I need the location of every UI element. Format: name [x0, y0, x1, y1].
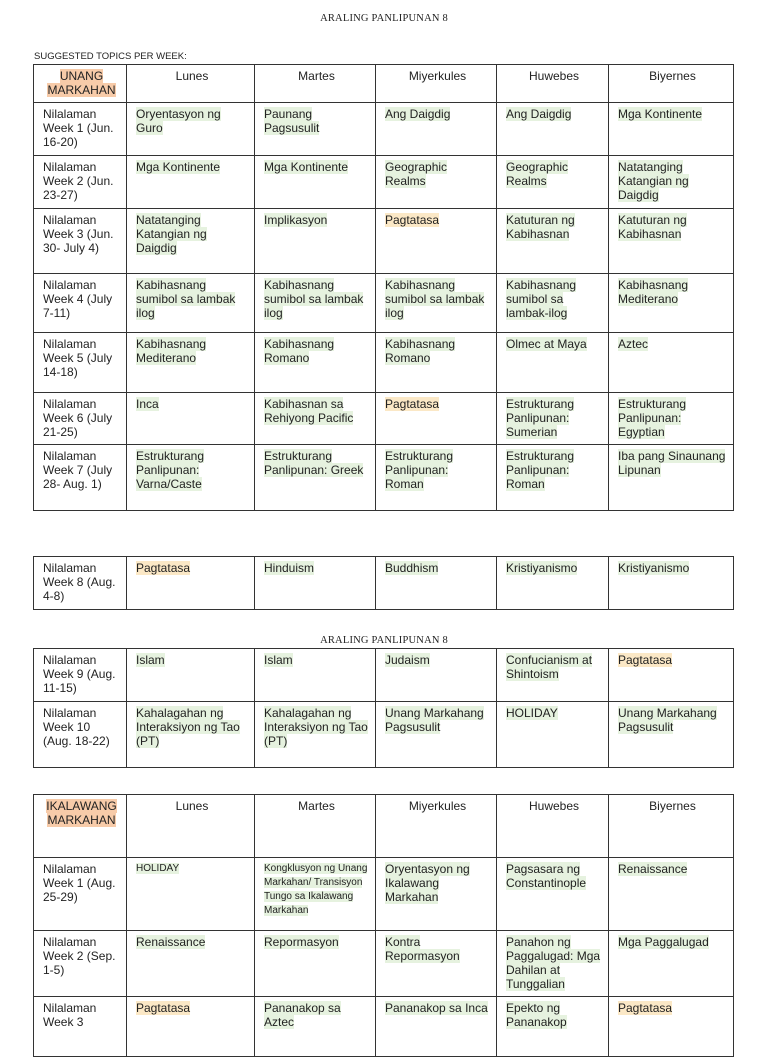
table-row: [34, 333, 734, 393]
topic-cell: Kahalagahan ng Interaksiyon ng Tao (PT): [255, 702, 376, 768]
topic-cell: Mga Kontinente: [127, 156, 255, 209]
topic-cell: Repormasyon: [255, 931, 376, 997]
week-label: Nilalaman Week 6 (July 21-25): [34, 393, 127, 445]
week-label: Nilalaman Week 7 (July 28- Aug. 1): [34, 445, 127, 511]
topic-cell: Implikasyon: [255, 209, 376, 274]
topic-cell: Kabihasnang Romano: [376, 333, 497, 393]
topic-cell: Kristiyanismo: [609, 557, 734, 610]
topic-cell: HOLIDAY: [127, 858, 255, 931]
assessment-cell: Pagtatasa: [376, 209, 497, 274]
topic-cell: Geographic Realms: [376, 156, 497, 209]
day-header: Lunes: [127, 795, 255, 858]
week-label: Nilalaman Week 8 (Aug. 4-8): [34, 557, 127, 610]
topic-cell: Judaism: [376, 649, 497, 702]
topic-cell: Inca: [127, 393, 255, 445]
topic-cell: Iba pang Sinaunang Lipunan: [609, 445, 734, 511]
topic-cell: Estrukturang Panlipunan: Roman: [376, 445, 497, 511]
schedule-table-weeks9-10: [33, 648, 734, 768]
topic-cell: Estrukturang Panlipunan: Sumerian: [497, 393, 609, 445]
topic-cell: Kontra Repormasyon: [376, 931, 497, 997]
table-row: [34, 557, 734, 610]
topic-cell: Unang Markahang Pagsusulit: [376, 702, 497, 768]
week-label: Nilalaman Week 4 (July 7-11): [34, 274, 127, 333]
table-row: [34, 997, 734, 1057]
topic-cell: Aztec: [609, 333, 734, 393]
topic-cell: Natatanging Katangian ng Daigdig: [127, 209, 255, 274]
week-label: Nilalaman Week 3: [34, 997, 127, 1057]
day-header: Biyernes: [609, 795, 734, 858]
table-row: [34, 858, 734, 931]
week-label: Nilalaman Week 5 (July 14-18): [34, 333, 127, 393]
quarter-header: UNANG MARKAHAN: [34, 65, 127, 103]
assessment-cell: Pagtatasa: [127, 997, 255, 1057]
table-row: [34, 274, 734, 333]
topic-cell: Kabihasnang sumibol sa lambak ilog: [127, 274, 255, 333]
schedule-table-q2: [33, 794, 734, 1057]
topic-cell: Pananakop sa Aztec: [255, 997, 376, 1057]
week-label: Nilalaman Week 2 (Jun. 23-27): [34, 156, 127, 209]
table-row: [34, 445, 734, 511]
topic-cell: Mga Kontinente: [609, 103, 734, 156]
topic-cell: Geographic Realms: [497, 156, 609, 209]
assessment-cell: Pagtatasa: [127, 557, 255, 610]
table-row: [34, 649, 734, 702]
assessment-cell: Pagtatasa: [609, 997, 734, 1057]
topic-cell: Ang Daigdig: [376, 103, 497, 156]
topic-cell: Mga Paggalugad: [609, 931, 734, 997]
topic-cell: Islam: [255, 649, 376, 702]
topic-cell: Islam: [127, 649, 255, 702]
schedule-table-week8: [33, 556, 734, 610]
topic-cell: Ang Daigdig: [497, 103, 609, 156]
topic-cell: Kabihasnang sumibol sa lambak-ilog: [497, 274, 609, 333]
topic-cell: Natatanging Katangian ng Daigdig: [609, 156, 734, 209]
table-row: [34, 103, 734, 156]
day-header: Miyerkules: [376, 795, 497, 858]
topic-cell: Estrukturang Panlipunan: Roman: [497, 445, 609, 511]
quarter-header: IKALAWANG MARKAHAN: [34, 795, 127, 858]
topic-cell: Pananakop sa Inca: [376, 997, 497, 1057]
topic-cell: Kristiyanismo: [497, 557, 609, 610]
table-row: [34, 702, 734, 768]
week-label: Nilalaman Week 9 (Aug. 11-15): [34, 649, 127, 702]
topic-cell: Kongklusyon ng Unang Markahan/ Transisyon Tungo sa Ikalawang Markahan: [255, 858, 376, 931]
day-header: Martes: [255, 65, 376, 103]
topic-cell: Epekto ng Pananakop: [497, 997, 609, 1057]
topic-cell: Confucianism at Shintoism: [497, 649, 609, 702]
topic-cell: Olmec at Maya: [497, 333, 609, 393]
day-header: Lunes: [127, 65, 255, 103]
assessment-cell: Pagtatasa: [376, 393, 497, 445]
topic-cell: Unang Markahang Pagsusulit: [609, 702, 734, 768]
topic-cell: Kabihasnang Romano: [255, 333, 376, 393]
table-row: [34, 209, 734, 274]
topic-cell: Kabihasnan sa Rehiyong Pacific: [255, 393, 376, 445]
day-header: Biyernes: [609, 65, 734, 103]
topic-cell: Kabihasnang sumibol sa lambak ilog: [255, 274, 376, 333]
topic-cell: Kabihasnang sumibol sa lambak ilog: [376, 274, 497, 333]
topic-cell: Pagsasara ng Constantinople: [497, 858, 609, 931]
topic-cell: Buddhism: [376, 557, 497, 610]
topic-cell: Estrukturang Panlipunan: Egyptian: [609, 393, 734, 445]
week-label: Nilalaman Week 3 (Jun. 30- July 4): [34, 209, 127, 274]
topic-cell: Oryentasyon ng Guro: [127, 103, 255, 156]
topic-cell: Paunang Pagsusulit: [255, 103, 376, 156]
week-label: Nilalaman Week 10 (Aug. 18-22): [34, 702, 127, 768]
topic-cell: Katuturan ng Kabihasnan: [497, 209, 609, 274]
topic-cell: Renaissance: [127, 931, 255, 997]
suggested-topics-label: SUGGESTED TOPICS PER WEEK:: [34, 51, 187, 62]
topic-cell: Mga Kontinente: [255, 156, 376, 209]
topic-cell: Estrukturang Panlipunan: Varna/Caste: [127, 445, 255, 511]
week-label: Nilalaman Week 2 (Sep. 1-5): [34, 931, 127, 997]
topic-cell: Panahon ng Paggalugad: Mga Dahilan at Tunggalian: [497, 931, 609, 997]
topic-cell: Kabihasnang Mediterano: [127, 333, 255, 393]
day-header: Huwebes: [497, 65, 609, 103]
table-row: [34, 931, 734, 997]
day-header: Huwebes: [497, 795, 609, 858]
topic-cell: Estrukturang Panlipunan: Greek: [255, 445, 376, 511]
header-row: [34, 65, 734, 103]
week-label: Nilalaman Week 1 (Jun. 16-20): [34, 103, 127, 156]
day-header: Martes: [255, 795, 376, 858]
schedule-table-q1: [33, 64, 734, 511]
topic-cell: Kahalagahan ng Interaksiyon ng Tao (PT): [127, 702, 255, 768]
day-header: Miyerkules: [376, 65, 497, 103]
topic-cell: Katuturan ng Kabihasnan: [609, 209, 734, 274]
page-title-repeat: ARALING PANLIPUNAN 8: [320, 635, 448, 646]
week-label: Nilalaman Week 1 (Aug. 25-29): [34, 858, 127, 931]
topic-cell: Kabihasnang Mediterano: [609, 274, 734, 333]
assessment-cell: Pagtatasa: [609, 649, 734, 702]
table-row: [34, 393, 734, 445]
topic-cell: Oryentasyon ng Ikalawang Markahan: [376, 858, 497, 931]
topic-cell: HOLIDAY: [497, 702, 609, 768]
header-row: [34, 795, 734, 858]
topic-cell: Renaissance: [609, 858, 734, 931]
table-row: [34, 156, 734, 209]
page-title: ARALING PANLIPUNAN 8: [320, 13, 448, 24]
topic-cell: Hinduism: [255, 557, 376, 610]
